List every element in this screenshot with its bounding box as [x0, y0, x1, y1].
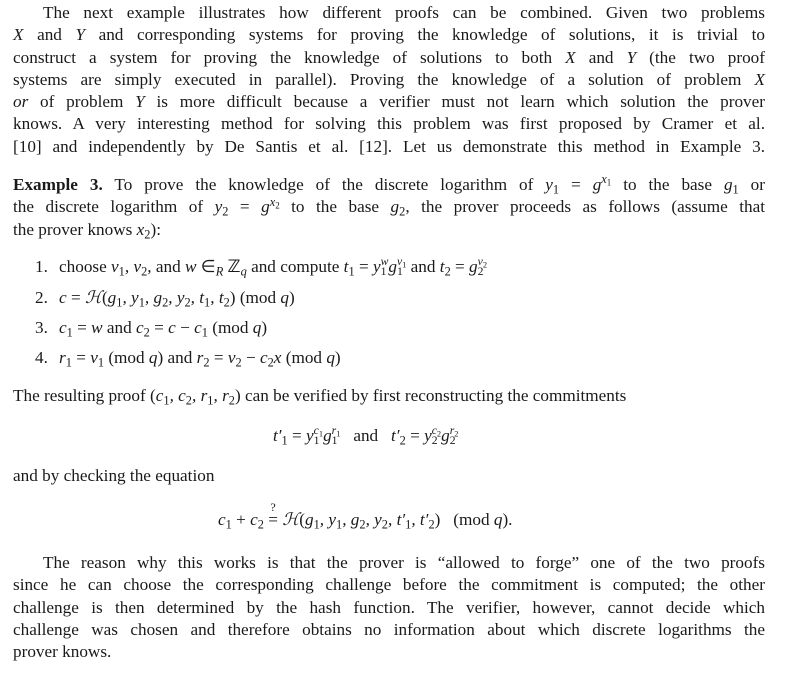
list-item: 4. $r_1 = v_1$ (mod q) and $r_2 = v_2 - c_2x$ (mod q) — [35, 348, 341, 370]
text-line: challenge is then determined by the hash function. The verifier, however, cannot decide which — [13, 597, 765, 617]
text-line: The next example illustrates how different proofs can be combined. Given two problems — [43, 3, 765, 22]
text-line: knows. A very interesting method for solving this problem was first proposed by Cramer et al. — [13, 114, 765, 134]
explanation-paragraph — [13, 552, 765, 663]
list-item: 1. choose $v_1$, $v_2$, and w $\in_R$ ℤ$_q$ and compute $t_1 = y$ w 1 g $v_1$ 1 and $t_2 = g$ $v_2$ 2 — [35, 255, 488, 279]
text-line: prover knows. — [13, 642, 112, 662]
text-line: and by checking the equation — [13, 466, 215, 485]
example-label: Example 3. — [13, 175, 103, 194]
text-line: The resulting proof ($c_1$, $c_2$, $r_1$, $r_2$) can be verified by first reconstructing the commitments — [13, 386, 627, 408]
commitments-equation: $t'_1 = y$ $c_1$ 1 g $r_1$ 1 and $t'_2 = y$ $c_2$ 2 g $r_2$ 2 — [273, 424, 459, 448]
check-equation: $c_1 + c_2$ ? = $ℋ(g_1$, $y_1$, $g_2$, $y_2$, $t'_1$, $t'_2$) (mod q). — [218, 499, 513, 532]
list-item: 2. $c = ℋ(g_1$, $y_1$, $g_2$, $y_2$, $t_1$, $t_2$) (mod q) — [35, 288, 295, 310]
text-line: construct a system for proving the knowledge of solutions to both X and Y (the two proof — [13, 47, 765, 67]
text-line: systems are simply executed in parallel). Proving the knowledge of a solution of problem X — [13, 69, 765, 89]
text-line: Example 3. To prove the knowledge of the discrete logarithm of $y_1 = g^{x_1}$ to the base $g_1$ or — [13, 172, 765, 197]
text-line: X and Y and corresponding systems for proving the knowledge of solutions, it is trivial to — [13, 25, 765, 45]
text-line: [10] and independently by De Santis et al. [12]. Let us demonstrate this method in Example 3. — [13, 136, 765, 156]
questioned-equals: ? = — [268, 499, 278, 529]
list-item: 3. $c_1 = w$ and $c_2 = c - c_1$ (mod q) — [35, 318, 268, 340]
intro-paragraph — [13, 2, 765, 158]
check-intro — [13, 465, 765, 487]
text-line: the prover knows $x_2$): — [13, 219, 161, 242]
example-3-block — [13, 174, 765, 241]
text-line: The reason why this works is that the prover is “allowed to forge” one of the two proofs — [43, 553, 765, 572]
text-line: or of problem Y is more difficult because a verifier must not learn which solution the prover — [13, 92, 765, 112]
verification-intro — [13, 385, 765, 407]
text-line: challenge was chosen and therefore obtains no information about which discrete logarithms the — [13, 619, 765, 639]
text-line: the discrete logarithm of $y_2 = g^{x_2}$ to the base $g_2$, the prover proceeds as follows (assume that — [13, 194, 765, 219]
text-line: since he can choose the corresponding challenge before the commitment is computed; the other — [13, 575, 765, 595]
